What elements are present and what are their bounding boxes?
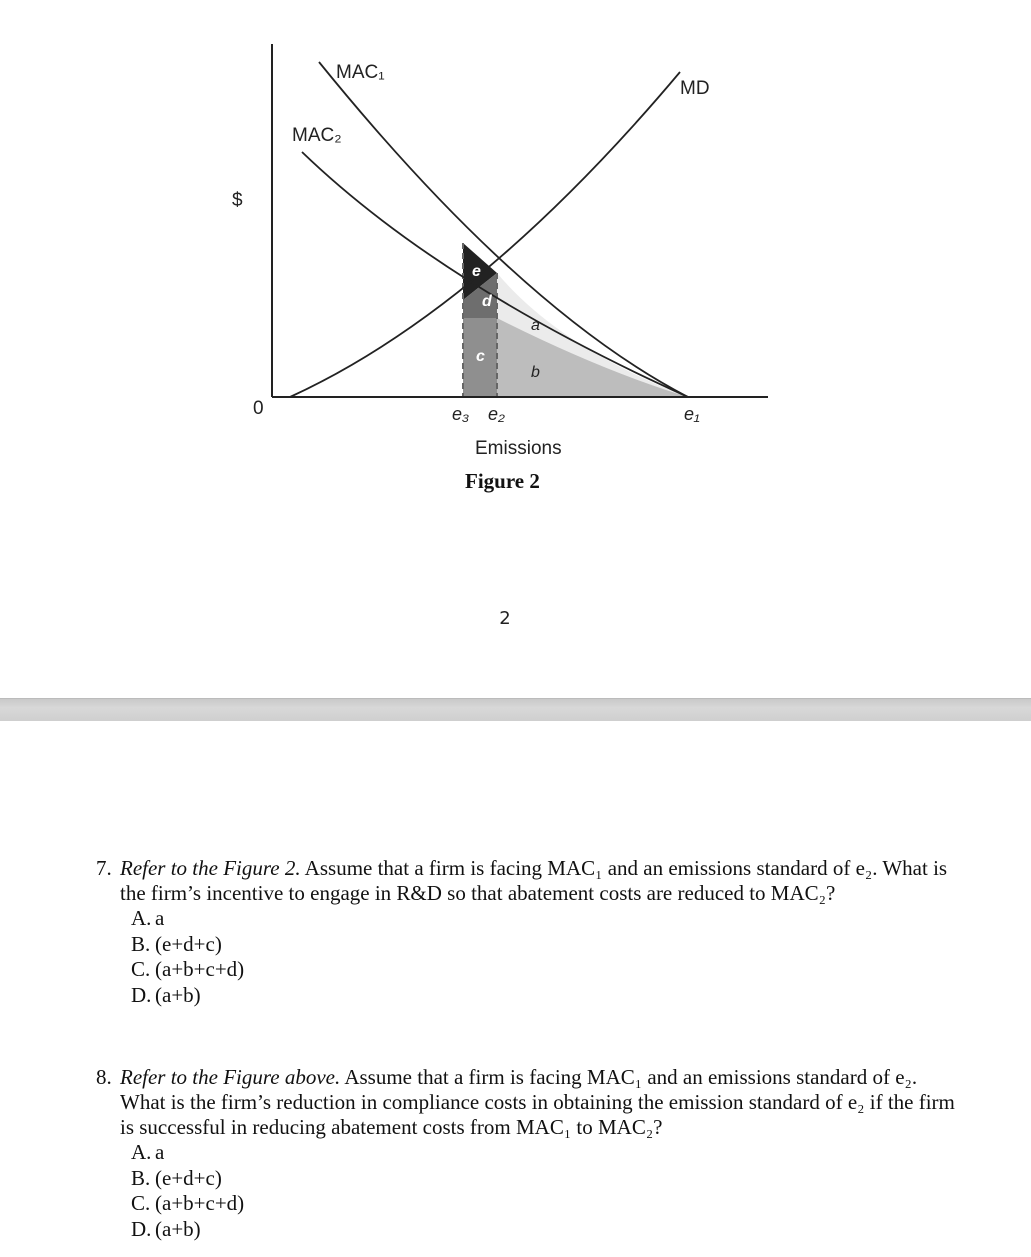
option-text: (a+b+c+d) [155,957,245,982]
figure-2-diagram [0,0,1031,520]
region-label-c: c [476,348,485,365]
answer-option [131,1140,966,1166]
answer-options [131,1140,966,1242]
option-letter: D. [131,1216,152,1241]
x-axis-label: Emissions [475,438,562,459]
origin-label: 0 [253,398,264,419]
option-letter: C. [131,1191,151,1216]
answer-options [131,906,956,1008]
tick-label-e1: e₁ [684,404,700,424]
option-text: (a+b+c+d) [155,1191,245,1216]
mac1-label: MAC₁ [336,62,385,83]
answer-option [131,1166,966,1192]
md-label: MD [680,78,710,99]
region-label-b: b [531,364,540,381]
answer-option [131,932,956,958]
option-text: (e+d+c) [155,1165,222,1190]
option-letter: A. [131,1140,152,1164]
question-text: Assume that a firm is facing MAC₁ and an emissions standard of e₂. What is the firm’s incentive to engage in R&D so that abatement costs are reduced to MAC₂? [120,856,948,905]
option-text: a [155,1140,165,1164]
page-number: 2 [499,608,511,629]
answer-option [131,983,956,1009]
option-letter: B. [131,1165,151,1190]
answer-option [131,906,956,932]
region-label-a: a [531,317,540,334]
option-text: (a+b) [155,1216,201,1241]
option-letter: C. [131,957,151,982]
question-number: 7. [96,856,112,880]
region-label-d: d [482,293,492,310]
figure-caption: Figure 2 [465,469,540,493]
question-stem [120,1065,966,1140]
y-axis-label: $ [232,190,243,211]
question-8 [96,1065,966,1242]
question-number: 8. [96,1065,112,1089]
option-letter: B. [131,931,151,956]
page-separator [0,698,1031,722]
option-letter: D. [131,982,152,1007]
answer-option [131,1217,966,1243]
option-text: (e+d+c) [155,931,222,956]
tick-label-e3: e₃ [452,404,470,424]
region-label-e: e [472,263,481,280]
mac2-label: MAC₂ [292,125,342,146]
question-7 [96,856,956,1008]
answer-option [131,957,956,983]
document-page-2 [0,721,1031,1257]
question-reference: Refer to the Figure above. [120,1065,341,1089]
tick-label-e2: e₂ [488,404,505,424]
question-text: Assume that a firm is facing MAC₁ and an emissions standard of e₂. What is the firm’s reduction in compliance costs in obtaining the emission standard of e₂ if the firm is successful in reducing abatement costs from MAC₁ to MAC₂? [120,1065,955,1139]
option-letter: A. [131,906,152,930]
answer-option [131,1191,966,1217]
question-stem [120,856,956,906]
option-text: (a+b) [155,982,201,1007]
option-text: a [155,906,165,930]
question-reference: Refer to the Figure 2. [120,856,301,880]
